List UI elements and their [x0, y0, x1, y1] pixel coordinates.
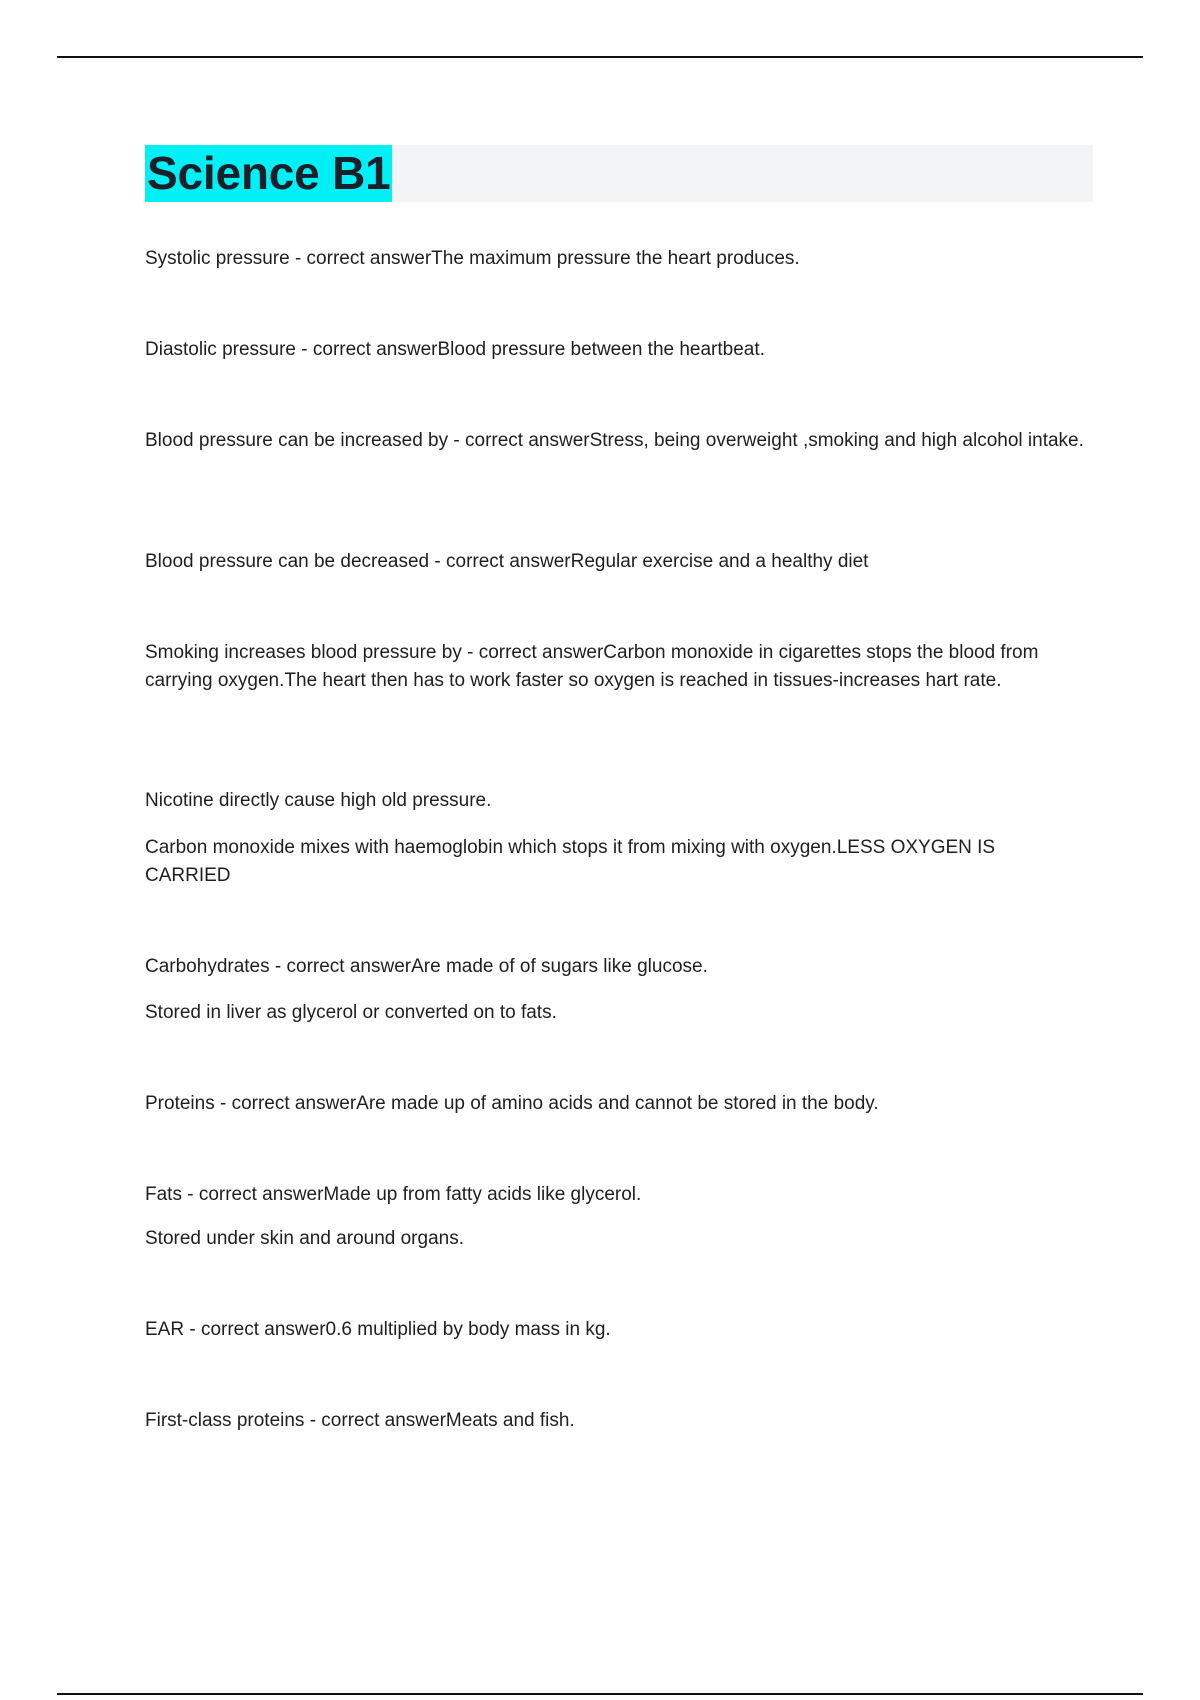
entry-first-class-proteins: First-class proteins - correct answerMeats and fish.	[145, 1410, 575, 1431]
entry-bp-increased: Blood pressure can be increased by - correct answerStress, being overweight ,smoking and high alcohol intake.	[145, 430, 1084, 451]
entry-carbohydrates: Carbohydrates - correct answerAre made of of sugars like glucose.	[145, 956, 708, 977]
entry-diastolic-pressure: Diastolic pressure - correct answerBlood pressure between the heartbeat.	[145, 339, 765, 360]
top-rule	[57, 56, 1143, 58]
bottom-rule	[57, 1693, 1143, 1695]
entry-nicotine: Nicotine directly cause high old pressure.	[145, 790, 492, 811]
entry-ear: EAR - correct answer0.6 multiplied by body mass in kg.	[145, 1319, 611, 1340]
entry-carbohydrates-storage: Stored in liver as glycerol or converted on to fats.	[145, 1002, 557, 1023]
entry-smoking: Smoking increases blood pressure by - correct answerCarbon monoxide in cigarettes stops the blood from carrying oxygen.The heart then has to work faster so oxygen is reached in tissues-increases hart rate.	[145, 642, 1039, 691]
entry-bp-decreased: Blood pressure can be decreased - correct answerRegular exercise and a healthy diet	[145, 551, 869, 572]
entry-fats: Fats - correct answerMade up from fatty acids like glycerol.	[145, 1184, 642, 1205]
entry-systolic-pressure: Systolic pressure - correct answerThe maximum pressure the heart produces.	[145, 248, 800, 269]
entry-fats-storage: Stored under skin and around organs.	[145, 1228, 464, 1249]
entry-proteins: Proteins - correct answerAre made up of amino acids and cannot be stored in the body.	[145, 1093, 879, 1114]
entry-carbon-monoxide: Carbon monoxide mixes with haemoglobin which stops it from mixing with oxygen.LESS OXYGEN IS CARRIED	[145, 837, 996, 886]
document-title: Science B1	[145, 145, 392, 202]
